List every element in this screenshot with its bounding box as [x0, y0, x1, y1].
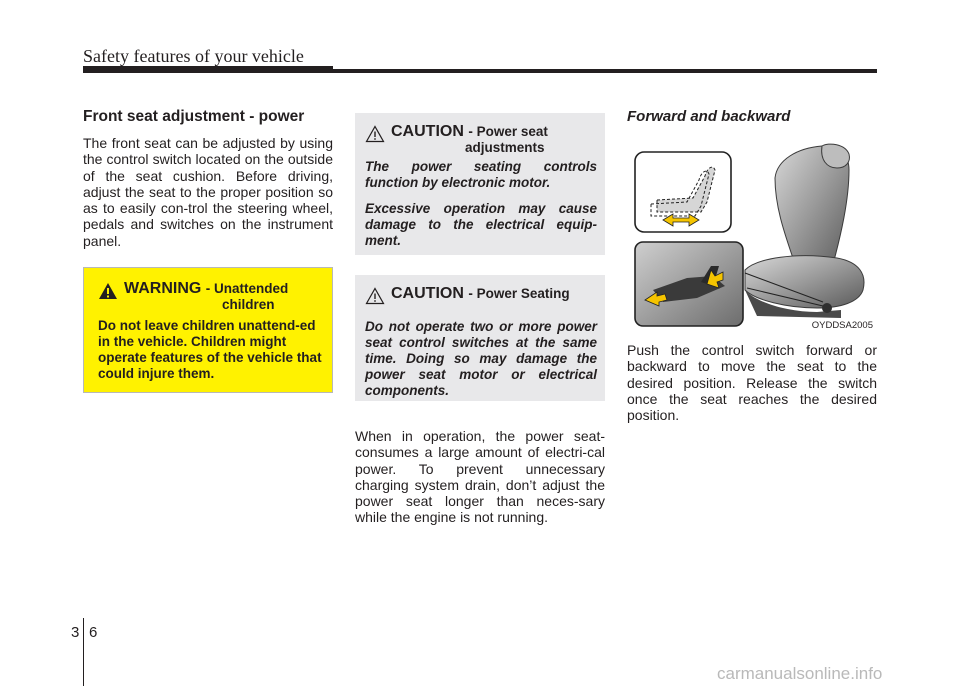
caution-header: [365, 123, 597, 155]
warning-text: Do not leave children unattend-ed in the vehicle. Children might operate features of the vehicle that could injure them.: [98, 318, 322, 381]
caution-box-adjustments: [355, 113, 605, 255]
caution-subject-line2: adjustments: [465, 140, 545, 155]
warning-word: WARNING: [124, 280, 202, 297]
middle-body-text: When in operation, the power seat-consumes a large amount of electri-cal power. To prevent unnecessary charging system drain, don’t adjust the power seat longer than neces-sary while the engine is not running.: [355, 428, 605, 526]
right-column: [627, 108, 877, 137]
section-heading: Front seat adjustment - power: [83, 108, 305, 125]
seat-illustration-drawing: [627, 140, 877, 334]
warning-header: [98, 280, 322, 312]
header-rule-accent: [83, 66, 333, 73]
caution-box-power-seating: [355, 275, 605, 401]
right-body: [627, 342, 877, 423]
header-title: Safety features of your vehicle: [83, 46, 304, 66]
caution-text: The power seating controls function by electronic motor.: [365, 159, 597, 190]
chapter-number: 3: [71, 624, 80, 641]
caution-subject: - Power Seating: [468, 286, 570, 301]
sub-heading: Forward and backward: [627, 108, 791, 125]
watermark: carmanualsonline.info: [717, 664, 883, 683]
page-number: 6: [89, 624, 98, 641]
page-number-divider: [83, 618, 84, 686]
middle-body: [355, 428, 605, 526]
right-body-text: Push the control switch forward or backward to move the seat to the desired position. Release the switch once the seat reaches the desired position.: [627, 342, 877, 424]
caution-word: CAUTION: [391, 285, 464, 302]
warning-triangle-icon: [98, 282, 118, 300]
caution-word: CAUTION: [391, 123, 464, 140]
caution-header: [365, 285, 597, 315]
caution-subject: - Power seat: [468, 124, 548, 139]
left-body-text: The front seat can be adjusted by using the control switch located on the outside of the seat cushion. Before driving, adjust the seat to the proper position so as to easily con-trol the steering wheel, pedals and switches on the instrument panel.: [83, 135, 333, 249]
seat-illustration: [627, 140, 877, 334]
warning-subject-line2: children: [222, 297, 275, 312]
figure-code: OYDDSA2005: [811, 320, 873, 331]
caution-text: Excessive operation may cause damage to the electrical equip-ment.: [365, 201, 597, 248]
warning-triangle-icon: [365, 125, 385, 143]
warning-triangle-icon: [365, 287, 385, 305]
warning-subject: - Unattended: [205, 281, 289, 296]
warning-box: [83, 267, 333, 393]
left-column: [83, 108, 333, 249]
caution-text: Do not operate two or more power seat control switches at the same time. Doing so may damage the power seat motor or electrical components.: [365, 319, 597, 398]
